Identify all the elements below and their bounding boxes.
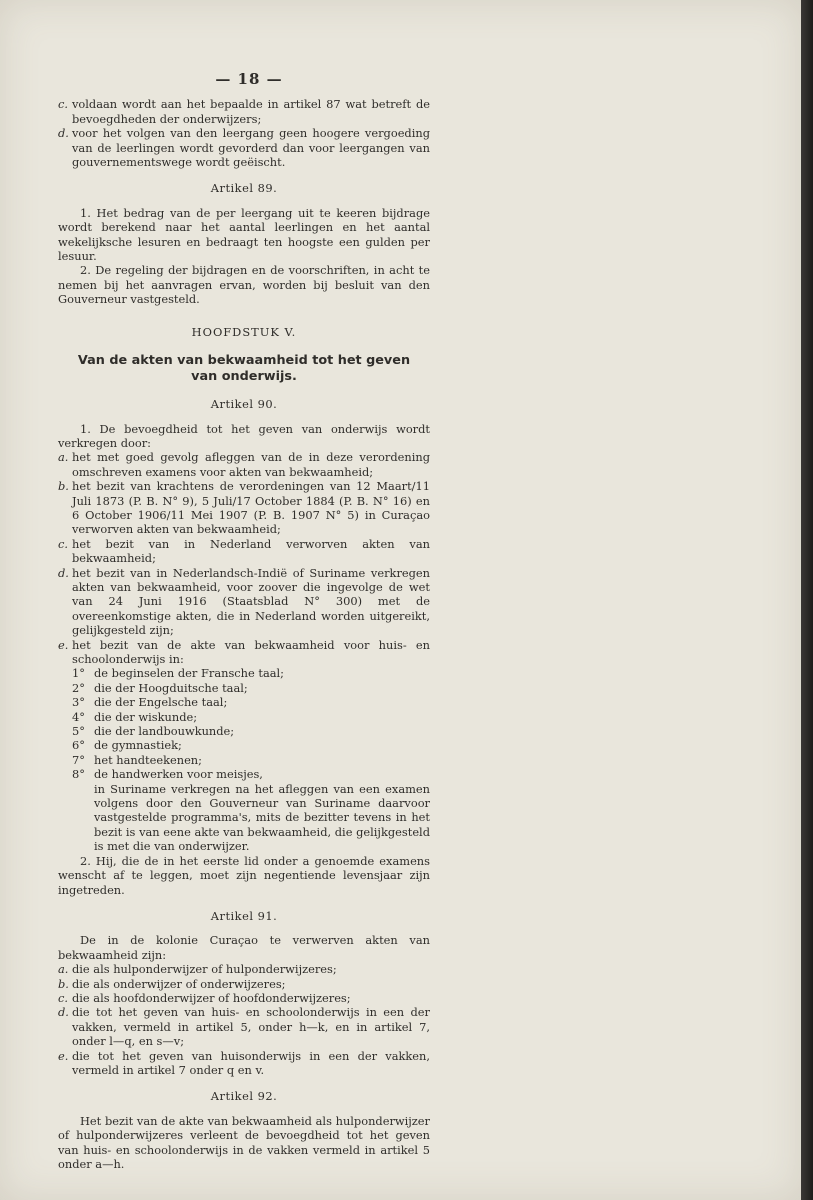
sub-item-number: 6° <box>72 738 85 753</box>
sub-item <box>72 695 430 709</box>
item-text: die tot het geven van huisonderwijs in een der vakken, vermeld in artikel 7 onder q en v. <box>72 1048 430 1077</box>
article-89-paragraph-1: 1. Het bedrag van de per leergang uit te keeren bijdrage wordt berekend naar het aantal leerlingen en het aantal wekelijksche lesuren en bedraagt ten hoogste een gulden per lesuur. <box>58 205 430 264</box>
sub-item <box>72 681 430 695</box>
item-label: c. <box>58 990 69 1005</box>
chapter-title-line: van onderwijs. <box>191 369 297 385</box>
article-89-heading: Artikel 89. <box>210 181 278 196</box>
sub-item-text: die der Engelsche taal; <box>94 695 228 710</box>
sub-item-text: die der Hoogduitsche taal; <box>94 680 248 695</box>
item-label: d. <box>58 565 69 580</box>
page-number: — 18 — <box>215 70 283 88</box>
sub-item-text: de gymnastiek; <box>94 738 182 753</box>
sub-item-text: het handteekenen; <box>94 752 202 767</box>
item-text: voor het volgen van den leergang geen hoogere vergoeding van de leerlingen wordt gevorderd dan voor leergangen van gouvernementswege wordt geëischt. <box>72 126 430 170</box>
sub-item-number: 3° <box>72 695 85 710</box>
article-90-intro: 1. De bevoegdheid tot het geven van onderwijs wordt verkregen door: <box>58 421 430 450</box>
sub-item <box>72 767 430 781</box>
item-text: het bezit van in Nederland verworven akten van bekwaamheid; <box>72 536 430 566</box>
chapter-heading: HOOFDSTUK V. <box>191 324 297 339</box>
sub-item-number: 2° <box>72 680 85 695</box>
article-92-heading: Artikel 92. <box>210 1089 278 1104</box>
sub-item <box>72 753 430 767</box>
sub-item <box>72 738 430 752</box>
sub-item-text: de beginselen der Fransche taal; <box>94 666 285 681</box>
list-item <box>58 537 430 566</box>
item-text: het bezit van krachtens de verordeningen van 12 Maart/11 Juli 1873 (P. B. N° 9), 5 Juli/17 October 1884 (P. B. N° 16) en 6 October 1906/11 Mei 1907 (P. B. 1907 N° 5) in Curaçao verworven akten van bekwaamheid; <box>72 479 430 537</box>
item-label: e. <box>58 1048 69 1063</box>
art90-list <box>58 450 430 853</box>
list-item <box>58 126 430 169</box>
sub-item-text: de handwerken voor meisjes, <box>94 767 263 782</box>
sub-item <box>72 724 430 738</box>
item-text: voldaan wordt aan het bepaalde in artikel 87 wat betreft de bevoegdheden der onderwijzers; <box>72 97 430 126</box>
item-text: die als onderwijzer of onderwijzeres; <box>72 976 286 991</box>
item-text: die als hulponderwijzer of hulponderwijzeres; <box>72 962 337 977</box>
page-edge <box>801 0 813 1200</box>
item-text: het bezit van de akte van bekwaamheid voor huis- en schoolonderwijs in: <box>72 637 430 666</box>
article-92-text: Het bezit van de akte van bekwaamheid als hulponderwijzer of hulponderwijzeres verleent de bevoegdheid tot het geven van huis- en schoolonderwijs in de vakken vermeld in artikel 5 onder a—h. <box>58 1113 430 1171</box>
item-continuation: in Suriname verkregen na het afleggen van een examen volgens door den Gouverneur van Suriname daarvoor vastgestelde programma's, mits de bezitter tevens in het bezit is van eene akte van bekwaamheid, die gelijkgesteld is met die van onderwijzer. <box>94 781 430 854</box>
list-item <box>58 566 430 638</box>
item-label: c. <box>58 97 69 112</box>
art88-list <box>58 97 430 169</box>
item-label: b. <box>58 479 69 494</box>
article-90-heading: Artikel 90. <box>210 397 278 412</box>
sub-item-number: 8° <box>72 767 85 782</box>
page-content <box>58 72 430 1171</box>
item-label: d. <box>58 1005 69 1020</box>
sub-item-number: 5° <box>72 724 85 739</box>
sub-item-number: 1° <box>72 666 85 681</box>
article-91-heading: Artikel 91. <box>210 908 278 923</box>
item-label: e. <box>58 637 69 652</box>
item-text: het met goed gevolg afleggen van de in deze verordening omschreven examens voor akten van bekwaamheid; <box>72 450 430 479</box>
article-89-paragraph-2: 2. De regeling der bijdragen en de voorschriften, in acht te nemen bij het aanvragen ervan, worden bij besluit van den Gouverneur vastgesteld. <box>58 263 430 307</box>
list-item <box>58 1005 430 1048</box>
art91-list <box>58 962 430 1077</box>
item-text: die tot het geven van huis- en schoolonderwijs in een der vakken, vermeld in artikel 5, onder h—k, en in artikel 7, onder l—q, en s—v; <box>72 1005 430 1049</box>
sub-item <box>72 666 430 680</box>
sub-item <box>72 710 430 724</box>
list-item <box>58 1049 430 1078</box>
sub-item-number: 4° <box>72 709 85 724</box>
item-label: b. <box>58 976 69 991</box>
list-item <box>58 977 430 991</box>
list-item <box>58 991 430 1005</box>
sub-item-number: 7° <box>72 752 85 767</box>
item-label: a. <box>58 450 69 465</box>
article-91-intro: De in de kolonie Curaçao te verwerven akten van bekwaamheid zijn: <box>58 933 430 962</box>
item-body <box>72 638 430 854</box>
list-item <box>58 97 430 126</box>
item-label: d. <box>58 126 69 141</box>
item-label: a. <box>58 962 69 977</box>
sub-item-text: die der landbouwkunde; <box>94 724 235 739</box>
list-item <box>58 479 430 537</box>
list-item <box>58 962 430 976</box>
sub-item-text: die der wiskunde; <box>94 709 198 724</box>
list-item <box>58 450 430 479</box>
item-label: c. <box>58 536 69 551</box>
item-text: die als hoofdonderwijzer of hoofdonderwijzeres; <box>72 990 351 1005</box>
article-90-paragraph-2: 2. Hij, die de in het eerste lid onder a genoemde examens wenscht af te leggen, moet zijn negentiende levensjaar zijn ingetreden. <box>58 853 430 897</box>
list-item <box>58 638 430 854</box>
chapter-title <box>64 353 424 385</box>
chapter-title-line: Van de akten van bekwaamheid tot het geven <box>77 353 411 369</box>
item-text: het bezit van in Nederlandsch-Indië of Suriname verkregen akten van bekwaamheid, voor zoover die ingevolge de wet van 24 Juni 1916 (Staatsblad N° 300) met de overeenkomstige akten, die in Nederland worden uitgereikt, gelijkgesteld zijn; <box>72 565 430 638</box>
